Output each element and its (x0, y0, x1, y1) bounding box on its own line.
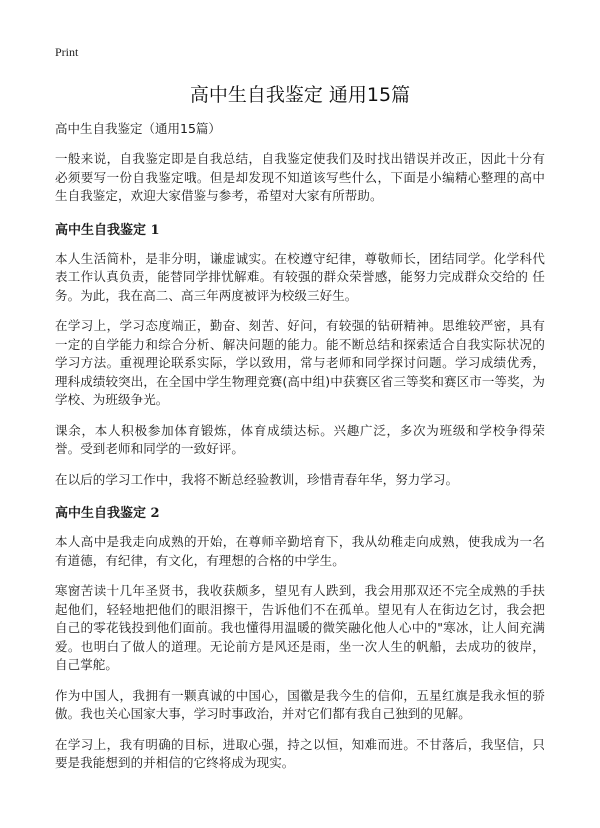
intro-paragraph: 一般来说，自我鉴定即是自我总结，自我鉴定使我们及时找出错误并改正，因此十分有必须要写一份自我鉴定哦。但是却发现不知道该写些什么，下面是小编精心整理的高中生自我鉴定，欢迎大家借鉴与参考，希望对大家有所帮助。 (55, 151, 545, 203)
section-2-heading: 高中生自我鉴定 2 (55, 506, 160, 521)
section-1-paragraph: 在学习上，学习态度端正，勤奋、刻苦、好问，有较强的钻研精神。思维较严密，具有一定的自学能力和综合分析、解决问题的能力。能不断总结和探索适合自我实际状况的学习方法。重视理论联系实际，学以致用，常与老师和同学探讨问题。学习成绩优秀，理科成绩较突出，在全国中学生物理竞赛(高中组)中获赛区省三等奖和赛区市一等奖，为学校、为班级争光。 (55, 318, 545, 407)
section-1-heading: 高中生自我鉴定 1 (55, 222, 160, 238)
section-2-paragraph: 在学习上，我有明确的目标，进取心强，持之以恒，知难而进。不甘落后，我坚信，只要是我能想到的并相信的它终将成为现实。 (55, 736, 545, 770)
section-1-paragraph: 在以后的学习工作中，我将不断总经验教训，珍惜青春年华，努力学习。 (55, 471, 459, 487)
section-2-paragraph: 作为中国人，我拥有一颗真诚的中国心，国徽是我今生的信仰，五星红旗是我永恒的骄傲。我也关心国家大事，学习时事政治，并对它们都有我自己独到的见解。 (55, 687, 545, 721)
document-title: 高中生自我鉴定 通用15篇 (189, 84, 411, 106)
print-link[interactable]: Print (55, 45, 79, 59)
section-2-paragraph: 寒窗苦读十几年圣贤书，我收获颇多，望见有人跌到，我会用那双还不完全成熟的手扶起他们，轻轻地把他们的眼泪擦干，告诉他们不在孤单。望见有人在街边乞讨，我会把自己的零花钱投到他们面前。我也懂得用温暖的微笑融化他人心中的"寒冰，让人间充满爱。也明白了做人的道理。无论前方是风还是雨，坐一次人生的帆船，去成功的彼岸，自己掌舵。 (55, 583, 545, 672)
section-1-paragraph: 本人生活简朴，是非分明，谦虚诚实。在校遵守纪律，尊敬师长，团结同学。化学科代表工作认真负责，能替同学排忧解难。有较强的群众荣誉感，能努力完成群众交给的 任务。为此，我在高二、高三年两度被评为校级三好生。 (55, 250, 545, 303)
document-body (55, 120, 545, 785)
document-subtitle: 高中生自我鉴定（通用15篇） (55, 121, 221, 136)
section-2-paragraph: 本人高中是我走向成熟的开始，在尊师辛勤培育下，我从幼稚走向成熟，使我成为一名有道德，有纪律，有文化，有理想的合格的中学生。 (55, 534, 545, 568)
section-1-paragraph: 课余，本人积极参加体育锻炼，体育成绩达标。兴趣广泛，多次为班级和学校争得荣誉。受到老师和同学的一致好评。 (55, 422, 545, 456)
